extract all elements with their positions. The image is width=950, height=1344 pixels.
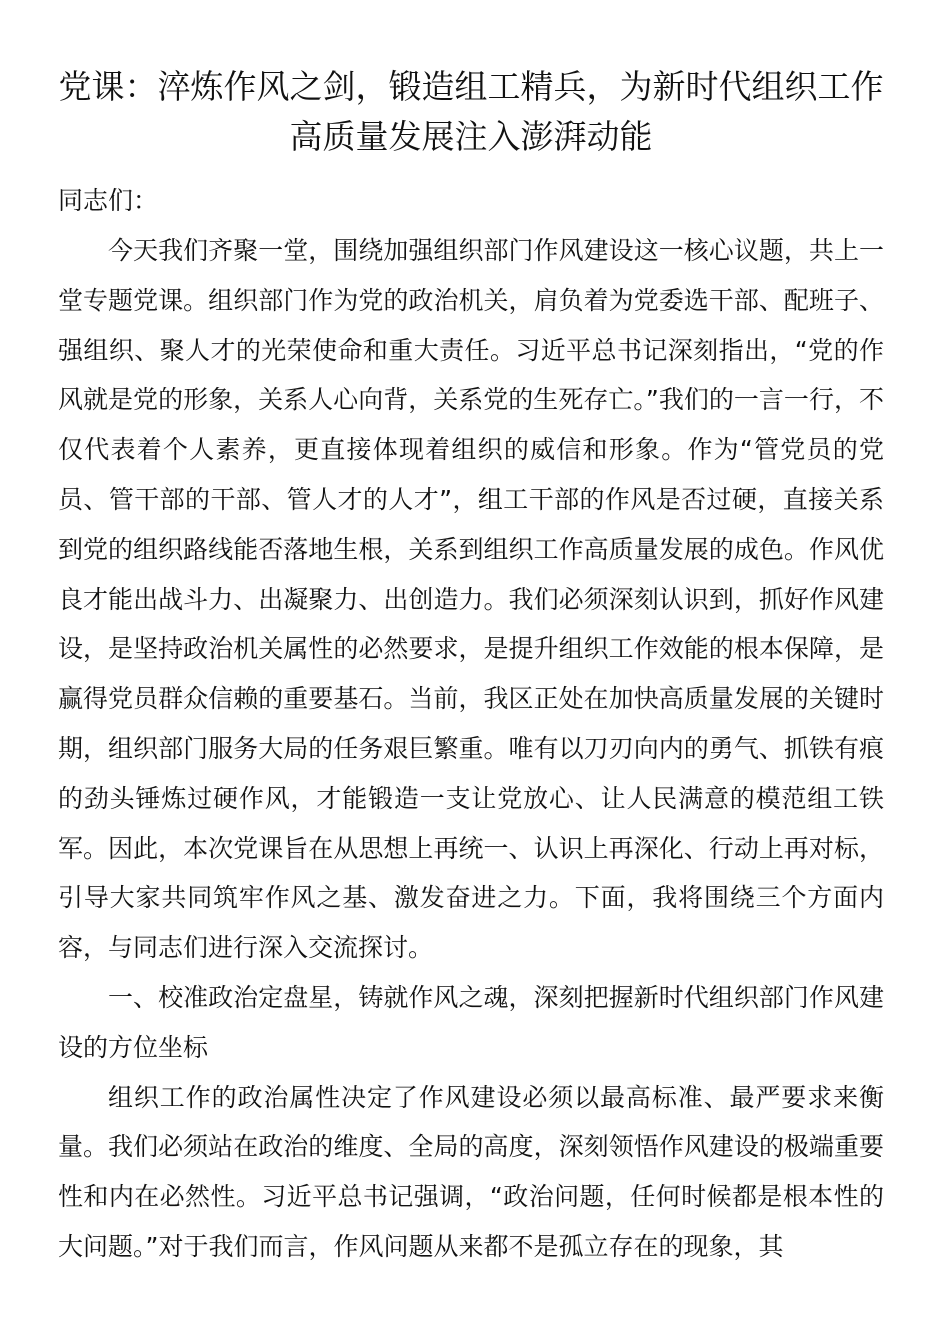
section-1-paragraph: 组织工作的政治属性决定了作风建设必须以最高标准、最严要求来衡量。我们必须站在政治的维度、全局的高度，深刻领悟作风建设的极端重要性和内在必然性。习近平总书记强调，“政治问题，任何时候都是根本性的大问题。”对于我们而言，作风问题从来都不是孤立存在的现象，其: [58, 1082, 884, 1261]
document-page: [58, 62, 884, 1272]
intro-paragraph: 今天我们齐聚一堂，围绕加强组织部门作风建设这一核心议题，共上一堂专题党课。组织部门作为党的政治机关，肩负着为党委选干部、配班子、强组织、聚人才的光荣使命和重大责任。习近平总书记深刻指出，“党的作风就是党的形象，关系人心向背，关系党的生死存亡。”我们的一言一行，不仅代表着个人素养，更直接体现着组织的威信和形象。作为“管党员的党员、管干部的干部、管人才的人才”，组工干部的作风是否过硬，直接关系到党的组织路线能否落地生根，关系到组织工作高质量发展的成色。作风优良才能出战斗力、出凝聚力、出创造力。我们必须深刻认识到，抓好作风建设，是坚持政治机关属性的必然要求，是提升组织工作效能的根本保障，是赢得党员群众信赖的重要基石。当前，我区正处在加快高质量发展的关键时期，组织部门服务大局的任务艰巨繁重。唯有以刀刃向内的勇气、抓铁有痕的劲头锤炼过硬作风，才能锻造一支让党放心、让人民满意的模范组工铁军。因此，本次党课旨在从思想上再统一、认识上再深化、行动上再对标，引导大家共同筑牢作风之基、激发奋进之力。下面，我将围绕三个方面内容，与同志们进行深入交流探讨。: [58, 236, 884, 963]
document-title: 党课：淬炼作风之剑，锻造组工精兵，为新时代组织工作高质量发展注入澎湃动能: [58, 67, 884, 156]
section-1-heading: 一、校准政治定盘星，铸就作风之魂，深刻把握新时代组织部门作风建设的方位坐标: [58, 982, 884, 1062]
greeting: 同志们：: [58, 186, 159, 215]
